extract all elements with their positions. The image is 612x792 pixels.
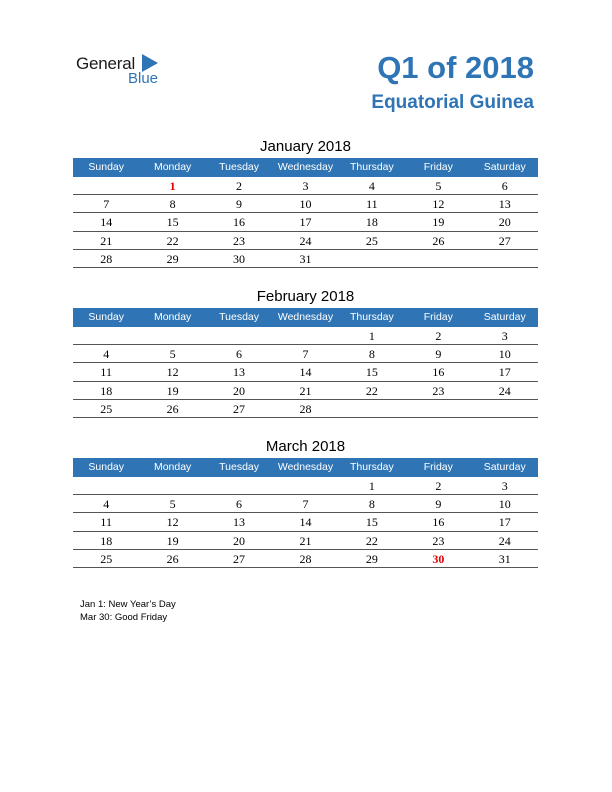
day-cell: 8: [368, 347, 375, 362]
day-cell: 5: [169, 497, 176, 512]
day-cell: 30: [432, 551, 445, 566]
holiday-note: Mar 30: Good Friday: [80, 612, 168, 623]
weekday-header: [73, 158, 538, 177]
day-cell: 27: [498, 233, 511, 248]
week-row: [73, 250, 538, 268]
day-cell: 23: [233, 233, 246, 248]
day-cell: 6: [236, 347, 243, 362]
empty-day-cell: [472, 400, 538, 417]
day-cell: 23: [432, 383, 445, 398]
day-cell: 25: [100, 401, 113, 416]
day-cell: 12: [166, 515, 179, 530]
weekday-label: Friday: [423, 461, 453, 473]
logo-text-general: General: [76, 54, 136, 73]
day-cell: 6: [236, 497, 243, 512]
logo-text-blue: Blue: [128, 70, 159, 87]
weekday-label: Monday: [153, 161, 192, 173]
day-cell: 19: [166, 383, 179, 398]
weekday-label: Saturday: [483, 161, 526, 173]
empty-day-cell: [339, 250, 405, 267]
day-cell: 14: [100, 215, 113, 230]
day-cell: 15: [166, 215, 179, 230]
page-subtitle: Equatorial Guinea: [371, 92, 534, 113]
day-cell: 1: [169, 179, 176, 193]
day-cell: 27: [233, 401, 246, 416]
week-row: [73, 345, 538, 363]
general-blue-logo: [76, 52, 176, 92]
day-cell: 10: [299, 197, 312, 212]
day-cell: 6: [501, 179, 508, 193]
day-cell: 25: [365, 233, 378, 248]
day-cell: 29: [166, 251, 179, 266]
empty-day-cell: [272, 327, 338, 344]
day-cell: 4: [368, 179, 375, 193]
day-cell: 18: [100, 533, 113, 548]
day-cell: 13: [233, 515, 246, 530]
weekday-label: Friday: [423, 161, 453, 173]
page-title: Q1 of 2018: [377, 50, 534, 85]
holiday-notes: [80, 598, 176, 624]
weekday-label: Thursday: [350, 311, 394, 323]
weekday-label: Wednesday: [277, 311, 334, 323]
day-cell: 16: [432, 365, 445, 380]
day-cell: 9: [435, 497, 442, 512]
empty-day-cell: [73, 177, 139, 194]
day-cell: 24: [498, 383, 511, 398]
day-cell: 2: [435, 479, 442, 493]
day-cell: 15: [365, 515, 378, 530]
day-cell: 21: [100, 233, 113, 248]
weekday-label: Tuesday: [219, 311, 259, 323]
day-cell: 7: [103, 197, 110, 212]
weekday-label: Tuesday: [219, 161, 259, 173]
empty-day-cell: [339, 400, 405, 417]
day-cell: 19: [166, 533, 179, 548]
day-cell: 20: [233, 533, 246, 548]
day-cell: 22: [365, 533, 378, 548]
day-cell: 31: [498, 551, 511, 566]
month-title: January 2018: [260, 138, 351, 155]
weekday-label: Monday: [153, 311, 192, 323]
day-cell: 24: [299, 233, 312, 248]
day-cell: 3: [501, 329, 508, 343]
day-cell: 21: [299, 383, 312, 398]
day-cell: 21: [299, 533, 312, 548]
weekday-label: Wednesday: [277, 461, 334, 473]
empty-day-cell: [206, 327, 272, 344]
weekday-label: Saturday: [483, 311, 526, 323]
day-cell: 3: [302, 179, 309, 193]
day-cell: 4: [103, 347, 110, 362]
day-cell: 10: [498, 497, 511, 512]
day-cell: 29: [365, 551, 378, 566]
day-cell: 22: [365, 383, 378, 398]
day-cell: 2: [236, 179, 243, 193]
weekday-label: Sunday: [88, 311, 125, 323]
week-row: [73, 363, 538, 381]
month-calendar: [73, 286, 538, 418]
day-cell: 11: [366, 197, 378, 212]
day-cell: 18: [100, 383, 113, 398]
weekday-label: Monday: [153, 461, 192, 473]
day-cell: 14: [299, 515, 312, 530]
day-cell: 13: [498, 197, 511, 212]
day-cell: 26: [432, 233, 445, 248]
day-cell: 25: [100, 551, 113, 566]
week-row: [73, 213, 538, 231]
week-row: [73, 382, 538, 400]
weekday-label: Saturday: [483, 461, 526, 473]
month-title: February 2018: [256, 288, 355, 305]
week-row: [73, 532, 538, 550]
weekday-header: [73, 458, 538, 477]
day-cell: 17: [498, 365, 511, 380]
day-cell: 9: [236, 197, 243, 212]
day-cell: 7: [302, 347, 309, 362]
weekday-label: Sunday: [88, 161, 125, 173]
month-calendar: [73, 436, 538, 568]
day-cell: 13: [233, 365, 246, 380]
day-cell: 24: [498, 533, 511, 548]
day-cell: 28: [299, 401, 312, 416]
week-row: [73, 327, 538, 345]
day-cell: 2: [435, 329, 442, 343]
day-cell: 8: [169, 197, 176, 212]
day-cell: 12: [432, 197, 445, 212]
day-cell: 7: [302, 497, 309, 512]
empty-day-cell: [139, 477, 205, 494]
empty-day-cell: [73, 327, 139, 344]
day-cell: 8: [368, 497, 375, 512]
day-cell: 31: [299, 251, 312, 266]
month-title: March 2018: [265, 438, 346, 455]
week-row: [73, 400, 538, 418]
week-row: [73, 550, 538, 568]
day-cell: 11: [100, 515, 112, 530]
day-cell: 14: [299, 365, 312, 380]
day-cell: 4: [103, 497, 110, 512]
week-row: [73, 195, 538, 213]
day-cell: 12: [166, 365, 179, 380]
day-cell: 28: [100, 251, 113, 266]
day-cell: 16: [233, 215, 246, 230]
weekday-label: Thursday: [350, 161, 394, 173]
day-cell: 1: [368, 329, 375, 343]
day-cell: 20: [233, 383, 246, 398]
day-cell: 19: [432, 215, 445, 230]
day-cell: 28: [299, 551, 312, 566]
empty-day-cell: [73, 477, 139, 494]
day-cell: 30: [233, 251, 246, 266]
weekday-label: Wednesday: [277, 161, 334, 173]
weekday-label: Thursday: [350, 461, 394, 473]
day-cell: 3: [501, 479, 508, 493]
holiday-note: Jan 1: New Year’s Day: [80, 599, 176, 610]
day-cell: 5: [435, 179, 442, 193]
day-cell: 16: [432, 515, 445, 530]
day-cell: 26: [166, 401, 179, 416]
day-cell: 23: [432, 533, 445, 548]
day-cell: 20: [498, 215, 511, 230]
empty-day-cell: [405, 400, 471, 417]
empty-day-cell: [405, 250, 471, 267]
day-cell: 27: [233, 551, 246, 566]
day-cell: 26: [166, 551, 179, 566]
weekday-label: Tuesday: [219, 461, 259, 473]
month-calendar: [73, 136, 538, 268]
week-row: [73, 495, 538, 513]
day-cell: 18: [365, 215, 378, 230]
week-row: [73, 232, 538, 250]
empty-day-cell: [472, 250, 538, 267]
weekday-label: Sunday: [88, 461, 125, 473]
empty-day-cell: [272, 477, 338, 494]
day-cell: 9: [435, 347, 442, 362]
day-cell: 10: [498, 347, 511, 362]
empty-day-cell: [139, 327, 205, 344]
weekday-label: Friday: [423, 311, 453, 323]
day-cell: 5: [169, 347, 176, 362]
weekday-header: [73, 308, 538, 327]
empty-day-cell: [206, 477, 272, 494]
day-cell: 15: [365, 365, 378, 380]
week-row: [73, 513, 538, 531]
day-cell: 11: [100, 365, 112, 380]
week-row: [73, 477, 538, 495]
day-cell: 17: [299, 215, 312, 230]
day-cell: 1: [368, 479, 375, 493]
day-cell: 22: [166, 233, 179, 248]
week-row: [73, 177, 538, 195]
day-cell: 17: [498, 515, 511, 530]
